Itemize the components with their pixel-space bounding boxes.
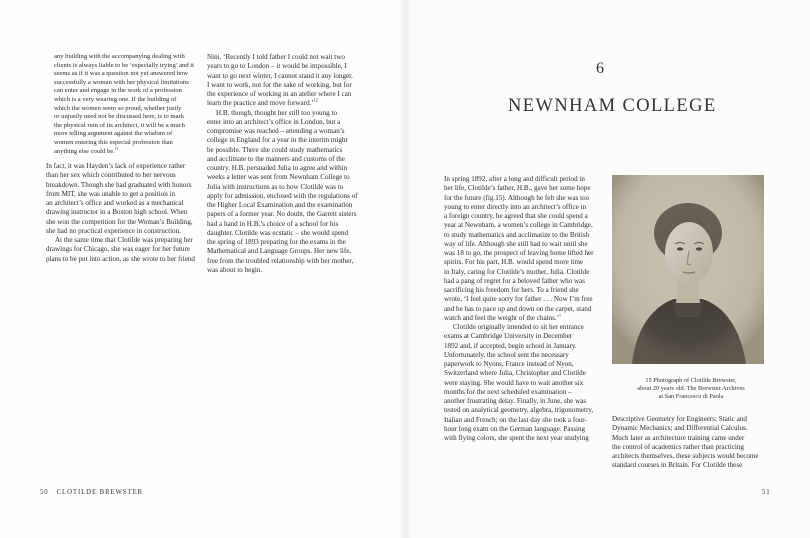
paragraph-text: Clotilde originally intended to sit her entrance exams at Cambridge University in December 1892 and, if accepted, begin school in January. Unfortunately, the school sent the necessary paperwork to Nyons, France instead of Nyon, Switzerland where Julia, Christopher and Clotilde were staying. She would have to wait another six months for the next scheduled examination – another frustrating delay. Finally, in June, she was tested on analytical geometry, algebra, trigonometry, Italian and French; on the last day she took a four- hour long exam on the German language. Passing with flying colors, she spent the next year studying [444,323,594,442]
paragraph [207,109,377,276]
block-quote [54,53,202,156]
paragraph-text: Descriptive Geometry for Engineers; Static and Dynamic Mechanics; and Differential Calculus. Much later as architecture training came under the control of academics rather than practicing architects themselves, these subjects would become standard courses in Britain. For Clotilde these [612,415,759,470]
page-number: 51 [762,489,771,496]
footnote-ref: 12 [313,97,318,103]
paragraph-text: H.B. though, thought her still too young to enter into an architect’s office in London, but a compromise was reached – attending a woman’s college in England for a year in the interim might be possible. There she could study mathematics and acclimate to the manners and customs of the country. H.B. persuaded Julia to agree and within weeks a letter was sent from Newnham College to Julia with instructions as to how Clotilde was to apply for admission, enclosed with the regulations of the Higher Local Examination and the examination papers of a former year. No doubt, the Garrett sisters had a hand in H.B.’s choice of a school for his daughter. Clotilde was ecstatic – she would spend the spring of 1893 preparing for the exams in the Mathematical and Language Groups. Her new life, free from the troubled relationship with her mother, was about to begin. [207,108,358,274]
paragraph-text: Nini, ‘Recently I told father I could not wait two years to go to London – it would be impossible, I want to go next winter, I cannot stand it any longer. I want to work, not for the sake of working, but for the experience of working in an atelier where I can learn the practice and move forward.’ [207,53,353,108]
left-folio [40,489,143,496]
paragraph [46,236,204,264]
portrait-illustration [612,175,764,364]
paragraph [612,415,777,471]
chapter-number: 6 [596,60,604,77]
block-quote-text: any building with the accompanying dealing with clients is always liable to be ‘especially trying’ and it seems as if it was a question not yet answered how successfully a woman with her physical limitations can enter and engage in the work of a profession which is a very wearing one. If the building of which the women seem so proud, whether justly or unjustly need not be discussed here, is to mark the physical ruin of its architect, it will be a much more telling argument against the wisdom of women entering this especial profession than anything else could be. [54,53,194,155]
right-column-1 [444,175,604,443]
running-head: CLOTILDE BREWSTER [56,489,144,496]
right-column-2 [612,415,777,471]
paragraph [444,323,604,443]
page-number: 50 [40,489,49,496]
left-column-2 [207,53,377,275]
paragraph [207,53,377,109]
caption-text: 15 Photograph of Clotilde Brewster, about 20 years old. The Brewster Archives at San Francesco di Paola [637,377,745,401]
chapter-title: NEWNHAM COLLEGE [508,96,717,116]
paragraph-text: At the same time that Clotilde was preparing her drawings for Chicago, she was eager for her future plans to be put into action, as she wrote to her friend [46,236,195,263]
gutter-shadow [398,0,412,538]
portrait-photo [612,175,764,364]
left-column-1 [46,53,204,264]
paragraph-text: In spring 1892, after a long and difficult period in her life, Clotilde’s father, H.B., gave her some hope for the future (fig.15). Although he felt she was too young to enter directly into an architect’s office in a foreign country, he agreed that she could spend a year at Newnham, a women’s college in Cambridge, to study mathematics and acclimatize to the British way of life. Although she still had to wait until she was 18 to go, the prospect of leaving home lifted her spirits. For his part, H.B. would spend more time in Italy, caring for Clotilde’s mother, Julia. Clotilde had a pang of regret for a beloved father who was sacrificing his freedom for hers. To a friend she wrote, ‘I feel quite sorry for father . . . Now I’m free and he has to pace up and down on the carpet, stand watch and feel the weight of the chains.’ [444,175,594,322]
paragraph-text: In fact, it was Hayden’s lack of experience rather than her sex which contributed to her nervous breakdown. Though she had graduated with honors from MIT, she was unable to get a position in an architect’s office and worked as a mechanical drawing instructor in a Boston high school. When she won the competition for the Woman’s Building, she had no practical experience in construction. [46,162,193,235]
photo-caption [620,377,762,402]
footnote-ref: 1 [559,312,562,318]
paragraph [46,162,204,236]
footnote-ref: 11 [114,145,119,151]
right-folio [762,489,771,496]
paragraph [444,175,604,323]
